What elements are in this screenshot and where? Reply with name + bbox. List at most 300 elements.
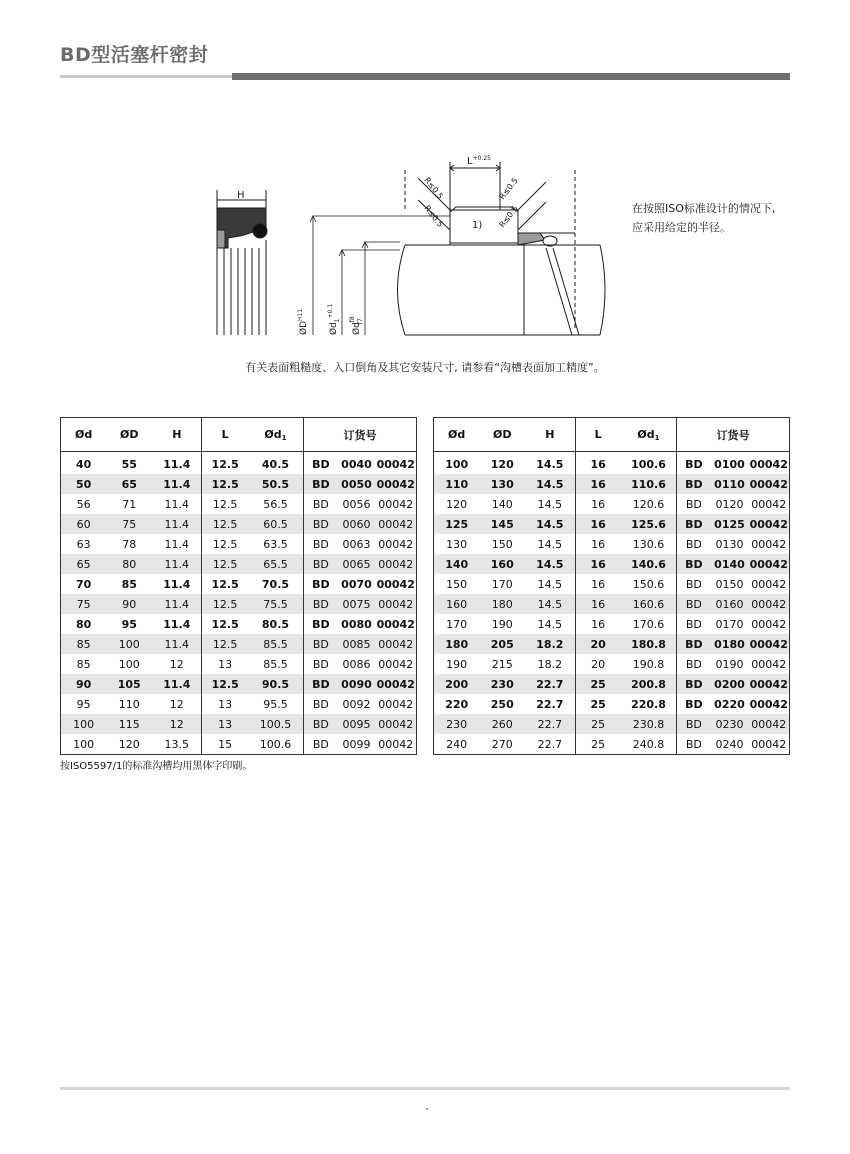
cell-order-prefix: BD xyxy=(677,634,711,654)
table-row xyxy=(61,594,417,614)
cell-outer-d: 270 xyxy=(491,737,513,751)
cell-order-size: 0092 xyxy=(342,697,371,711)
spec-table-right-body xyxy=(434,452,790,755)
cell-d1: 110.6 xyxy=(621,474,677,494)
cell-order-size: 0190 xyxy=(715,657,744,671)
cell-order-prefix: BD xyxy=(677,514,711,534)
cell-order-size: 0100 xyxy=(714,457,745,471)
radius-label-1: R≤0.5 xyxy=(422,175,445,201)
cell-d: 85 xyxy=(76,657,91,671)
cell-order-suffix: 00042 xyxy=(748,714,789,734)
cell-d1: 100.6 xyxy=(259,737,292,751)
cell-d: 160 xyxy=(434,594,480,614)
cell-order-prefix: BD xyxy=(677,614,711,634)
cell-d: 50 xyxy=(61,474,107,494)
cell-order-size: 0110 xyxy=(711,474,749,494)
cell-d: 200 xyxy=(434,674,480,694)
col-header-order: 订货号 xyxy=(304,418,417,452)
table-row xyxy=(434,674,790,694)
cell-outer-d: 95 xyxy=(121,617,137,631)
cell-outer-d: 71 xyxy=(122,497,137,511)
cell-l: 16 xyxy=(575,494,621,514)
cell-order-suffix: 00042 xyxy=(378,537,414,551)
cell-d: 100 xyxy=(445,457,469,471)
cell-l: 25 xyxy=(575,714,621,734)
cell-d: 63 xyxy=(76,537,91,551)
cell-outer-d: 205 xyxy=(479,634,525,654)
cell-d1: 95.5 xyxy=(263,697,288,711)
cell-d: 190 xyxy=(446,657,468,671)
table-row xyxy=(434,634,790,654)
cell-order-prefix: BD xyxy=(677,474,711,494)
cell-outer-d: 170 xyxy=(491,577,513,591)
cell-d: 180 xyxy=(434,634,480,654)
cell-h: 11.4 xyxy=(152,514,202,534)
cell-order-size: 0170 xyxy=(715,617,744,631)
cell-order-prefix: BD xyxy=(304,594,338,614)
cell-d1: 160.6 xyxy=(621,594,677,614)
cell-d: 95 xyxy=(76,697,91,711)
cell-h: 22.7 xyxy=(525,714,575,734)
cell-d: 80 xyxy=(76,617,92,631)
cell-h: 11.4 xyxy=(152,674,202,694)
cell-outer-d: 78 xyxy=(122,537,137,551)
cell-order-size: 0065 xyxy=(338,554,376,574)
cell-h: 11.4 xyxy=(152,554,202,574)
table-row xyxy=(434,614,790,634)
cell-d1: 70.5 xyxy=(261,577,290,591)
cell-order-prefix: BD xyxy=(677,734,711,755)
cell-order-prefix: BD xyxy=(677,534,711,554)
cell-l: 20 xyxy=(575,654,621,674)
seal-section xyxy=(217,190,267,335)
cell-d1: 220.8 xyxy=(631,697,666,711)
cell-order-size: 0085 xyxy=(338,634,376,654)
cell-outer-d: 250 xyxy=(490,697,514,711)
cell-h: 14.5 xyxy=(525,594,575,614)
cell-d1: 240.8 xyxy=(632,737,665,751)
cell-order-prefix: BD xyxy=(304,514,338,534)
dim-d1: $Ød_1^{+0.1}$ xyxy=(327,303,341,335)
table-header-row xyxy=(61,418,417,452)
cell-order-prefix: BD xyxy=(304,452,338,475)
cell-order-prefix: BD xyxy=(304,634,338,654)
radius-label-3: R≤0.5 xyxy=(497,176,520,202)
cell-l: 16 xyxy=(575,594,621,614)
cell-d1: 100.6 xyxy=(631,457,666,471)
table-row xyxy=(61,474,417,494)
cell-order-size: 0095 xyxy=(338,714,376,734)
cell-d: 85 xyxy=(61,634,107,654)
table-row xyxy=(61,714,417,734)
cell-l: 13 xyxy=(202,654,248,674)
cell-order-suffix: 00042 xyxy=(749,457,788,471)
cell-order-prefix: BD xyxy=(677,694,711,714)
cell-l: 16 xyxy=(575,554,621,574)
table-row xyxy=(61,694,417,714)
cell-d1: 130.6 xyxy=(632,537,665,551)
cell-d1: 100.5 xyxy=(248,714,304,734)
cell-d1: 180.8 xyxy=(621,634,677,654)
cell-outer-d: 55 xyxy=(121,457,137,471)
cell-outer-d: 120 xyxy=(490,457,514,471)
page-title: BD型活塞杆密封 xyxy=(60,44,209,66)
cell-d1: 65.5 xyxy=(248,554,304,574)
col-header-d: Ød xyxy=(61,418,107,452)
cell-d1: 85.5 xyxy=(263,657,288,671)
cell-h: 11.4 xyxy=(164,497,190,511)
cell-outer-d: 65 xyxy=(106,474,152,494)
cell-l: 16 xyxy=(575,574,621,594)
cell-order-suffix: 00042 xyxy=(751,657,787,671)
cell-order-prefix: BD xyxy=(304,654,338,674)
cell-d: 40 xyxy=(76,457,92,471)
cell-order-prefix: BD xyxy=(304,614,338,634)
table-row xyxy=(434,734,790,755)
cell-outer-d: 105 xyxy=(106,674,152,694)
cell-l: 16 xyxy=(575,614,621,634)
cell-h: 11.4 xyxy=(152,474,202,494)
cell-l: 12.5 xyxy=(202,554,248,574)
cell-d1: 90.5 xyxy=(248,674,304,694)
cell-order-suffix: 00042 xyxy=(375,514,416,534)
table-row xyxy=(434,494,790,514)
seal-drawing xyxy=(200,150,610,350)
cell-order-suffix: 00042 xyxy=(375,674,416,694)
table-row xyxy=(434,654,790,674)
cell-h: 11.4 xyxy=(164,537,190,551)
col-header-l: L xyxy=(575,418,621,452)
table-row xyxy=(61,674,417,694)
cell-order-size: 0080 xyxy=(341,617,372,631)
table-row xyxy=(61,554,417,574)
cell-d1: 40.5 xyxy=(261,457,290,471)
cell-order-size: 0063 xyxy=(342,537,371,551)
cell-order-suffix: 00042 xyxy=(376,457,415,471)
cell-outer-d: 180 xyxy=(479,594,525,614)
cell-order-prefix: BD xyxy=(304,554,338,574)
dim-l-label: $L^{+0.25}$ xyxy=(467,155,491,167)
dim-d-outer: $ØD^{H11}$ xyxy=(297,308,309,335)
cell-order-prefix: BD xyxy=(677,554,711,574)
col-header-order: 订货号 xyxy=(677,418,790,452)
cell-d1: 170.6 xyxy=(632,617,665,631)
cell-outer-d: 100 xyxy=(106,634,152,654)
cell-order-suffix: 00042 xyxy=(376,617,415,631)
drawing-caption: 有关表面粗糙度、入口倒角及其它安装尺寸, 请参看“沟槽表面加工精度”。 xyxy=(245,361,605,374)
cell-order-size: 0200 xyxy=(711,674,749,694)
radius-label-4: R≤0.5 xyxy=(497,204,520,230)
cell-d: 130 xyxy=(446,537,468,551)
footnote: 按ISO5597/1的标准沟槽均用黑体字印刷。 xyxy=(60,761,253,772)
cell-d1: 120.6 xyxy=(632,497,665,511)
cell-order-size: 0086 xyxy=(342,657,371,671)
table-row xyxy=(434,594,790,614)
col-header-d: Ød xyxy=(434,418,480,452)
table-row xyxy=(61,514,417,534)
cell-d1: 190.8 xyxy=(632,657,665,671)
cell-outer-d: 90 xyxy=(106,594,152,614)
cell-d: 220 xyxy=(445,697,469,711)
cell-d: 90 xyxy=(61,674,107,694)
cell-l: 20 xyxy=(575,634,621,654)
cell-order-suffix: 00042 xyxy=(378,737,414,751)
cell-order-suffix: 00042 xyxy=(748,554,789,574)
cell-d: 75 xyxy=(61,594,107,614)
cell-order-suffix: 00042 xyxy=(375,594,416,614)
cell-l: 13 xyxy=(202,694,248,714)
cell-order-prefix: BD xyxy=(677,714,711,734)
cell-h: 18.2 xyxy=(525,634,575,654)
cell-order-size: 0140 xyxy=(711,554,749,574)
cell-outer-d: 115 xyxy=(106,714,152,734)
cell-h: 12 xyxy=(152,714,202,734)
cell-order-prefix: BD xyxy=(304,674,338,694)
cell-d1: 140.6 xyxy=(621,554,677,574)
cell-order-size: 0070 xyxy=(341,577,372,591)
cell-order-prefix: BD xyxy=(677,494,711,514)
title-rule-light xyxy=(60,75,232,78)
cell-outer-d: 100 xyxy=(118,657,140,671)
cell-order-size: 0240 xyxy=(715,737,744,751)
cell-h: 11.4 xyxy=(152,634,202,654)
cell-order-suffix: 00042 xyxy=(751,737,787,751)
cell-l: 13 xyxy=(202,714,248,734)
cell-l: 12.5 xyxy=(202,474,248,494)
cell-order-prefix: BD xyxy=(304,474,338,494)
cell-d1: 200.8 xyxy=(621,674,677,694)
cell-d1: 50.5 xyxy=(248,474,304,494)
dim-d-rod: $Ød^{f8}f7$ xyxy=(349,316,364,335)
cell-order-suffix: 00042 xyxy=(376,577,415,591)
cell-outer-d: 85 xyxy=(121,577,137,591)
cell-order-suffix: 00042 xyxy=(378,497,414,511)
cell-outer-d: 110 xyxy=(118,697,140,711)
cell-h: 18.2 xyxy=(537,657,563,671)
cell-d: 56 xyxy=(76,497,91,511)
table-row xyxy=(61,734,417,755)
cell-order-prefix: BD xyxy=(677,674,711,694)
cell-order-prefix: BD xyxy=(677,452,711,475)
cell-order-suffix: 00042 xyxy=(751,617,787,631)
table-row xyxy=(434,452,790,475)
cell-outer-d: 130 xyxy=(479,474,525,494)
cell-order-prefix: BD xyxy=(304,734,338,755)
cell-l: 25 xyxy=(575,734,621,755)
table-row xyxy=(434,474,790,494)
cell-order-prefix: BD xyxy=(304,574,338,594)
cell-d1: 63.5 xyxy=(263,537,288,551)
page-mark xyxy=(426,1108,428,1110)
cell-d: 110 xyxy=(434,474,480,494)
cell-order-size: 0180 xyxy=(711,634,749,654)
cell-l: 12.5 xyxy=(202,594,248,614)
table-row xyxy=(434,714,790,734)
cell-outer-d: 190 xyxy=(491,617,513,631)
cell-h: 13.5 xyxy=(164,737,190,751)
cell-order-suffix: 00042 xyxy=(378,697,414,711)
cell-h: 14.5 xyxy=(525,514,575,534)
cell-order-suffix: 00042 xyxy=(751,537,787,551)
cell-d: 70 xyxy=(76,577,92,591)
cell-l: 12.5 xyxy=(202,634,248,654)
cell-order-size: 0040 xyxy=(341,457,372,471)
title-rule-dark xyxy=(232,73,790,80)
cell-order-prefix: BD xyxy=(677,594,711,614)
radius-note xyxy=(632,199,802,237)
cell-h: 12 xyxy=(169,657,184,671)
cell-h: 22.7 xyxy=(536,697,564,711)
cell-outer-d: 150 xyxy=(491,537,513,551)
cell-l: 15 xyxy=(202,734,248,755)
cell-d: 100 xyxy=(73,737,95,751)
cell-l: 12.5 xyxy=(202,674,248,694)
spec-table-left xyxy=(60,417,417,755)
cell-outer-d: 140 xyxy=(491,497,513,511)
cell-order-prefix: BD xyxy=(304,694,338,714)
cell-d1: 230.8 xyxy=(621,714,677,734)
cell-order-suffix: 00042 xyxy=(375,714,416,734)
cell-order-suffix: 00042 xyxy=(751,577,787,591)
table-header-row xyxy=(434,418,790,452)
table-row xyxy=(434,514,790,534)
table-row xyxy=(61,654,417,674)
cell-order-prefix: BD xyxy=(677,574,711,594)
spec-table-left-body xyxy=(61,452,417,755)
cell-outer-d: 120 xyxy=(118,737,140,751)
cell-l: 16 xyxy=(575,452,621,475)
cell-d: 140 xyxy=(434,554,480,574)
cell-order-suffix: 00042 xyxy=(375,474,416,494)
cell-order-suffix: 00042 xyxy=(375,634,416,654)
cell-outer-d: 75 xyxy=(106,514,152,534)
cell-h: 14.5 xyxy=(525,554,575,574)
callout-label: 1) xyxy=(472,220,483,231)
cell-outer-d: 80 xyxy=(106,554,152,574)
cell-order-prefix: BD xyxy=(677,654,711,674)
cell-outer-d: 230 xyxy=(479,674,525,694)
cell-d: 170 xyxy=(446,617,468,631)
table-row xyxy=(61,634,417,654)
cell-order-size: 0125 xyxy=(711,514,749,534)
cell-order-prefix: BD xyxy=(304,494,338,514)
cell-order-size: 0050 xyxy=(338,474,376,494)
cell-order-prefix: BD xyxy=(304,534,338,554)
col-header-h: H xyxy=(152,418,202,452)
cell-l: 12.5 xyxy=(202,574,248,594)
cell-outer-d: 260 xyxy=(479,714,525,734)
cell-h: 14.5 xyxy=(537,537,563,551)
col-header-d1: $Ød_1$ xyxy=(621,418,677,452)
cell-h: 11.4 xyxy=(163,457,191,471)
radius-note-line-1: 在按照ISO标准设计的情况下, xyxy=(632,202,776,215)
col-header-h: H xyxy=(525,418,575,452)
col-header-outer-d: ØD xyxy=(479,418,525,452)
cell-d1: 125.6 xyxy=(621,514,677,534)
cell-d: 230 xyxy=(434,714,480,734)
cell-l: 12.5 xyxy=(202,614,248,634)
cell-outer-d: 215 xyxy=(491,657,513,671)
cell-order-size: 0130 xyxy=(715,537,744,551)
cell-l: 12.5 xyxy=(202,514,248,534)
cell-order-size: 0230 xyxy=(711,714,749,734)
cell-order-size: 0160 xyxy=(711,594,749,614)
cell-l: 12.5 xyxy=(202,494,248,514)
cell-order-size: 0220 xyxy=(714,697,745,711)
cell-d1: 85.5 xyxy=(248,634,304,654)
col-header-l: L xyxy=(202,418,248,452)
cell-order-suffix: 00042 xyxy=(748,594,789,614)
cell-h: 14.5 xyxy=(537,577,563,591)
cell-h: 12 xyxy=(169,697,184,711)
cell-l: 12.5 xyxy=(202,534,248,554)
cell-l: 16 xyxy=(575,534,621,554)
cell-order-size: 0075 xyxy=(338,594,376,614)
table-row xyxy=(434,694,790,714)
table-row xyxy=(61,452,417,475)
cell-h: 11.4 xyxy=(152,594,202,614)
cell-l: 16 xyxy=(575,514,621,534)
table-row xyxy=(61,574,417,594)
cell-d: 150 xyxy=(446,577,468,591)
spec-table-right xyxy=(433,417,790,755)
cell-h: 22.7 xyxy=(537,737,563,751)
table-row xyxy=(434,574,790,594)
cell-d1: 56.5 xyxy=(263,497,288,511)
table-row xyxy=(61,494,417,514)
cell-h: 14.5 xyxy=(537,497,563,511)
cell-l: 25 xyxy=(575,694,621,714)
cell-h: 14.5 xyxy=(537,617,563,631)
table-row xyxy=(434,534,790,554)
cell-l: 16 xyxy=(575,474,621,494)
cell-order-size: 0099 xyxy=(342,737,371,751)
cell-order-size: 0090 xyxy=(338,674,376,694)
cell-d: 120 xyxy=(446,497,468,511)
footer-rule xyxy=(60,1087,790,1090)
cell-d1: 80.5 xyxy=(261,617,290,631)
cell-order-suffix: 00042 xyxy=(751,497,787,511)
cell-outer-d: 160 xyxy=(479,554,525,574)
cell-outer-d: 145 xyxy=(479,514,525,534)
cell-order-prefix: BD xyxy=(304,714,338,734)
cell-order-suffix: 00042 xyxy=(749,697,788,711)
cell-l: 25 xyxy=(575,674,621,694)
cell-order-size: 0120 xyxy=(715,497,744,511)
cell-d1: 60.5 xyxy=(248,514,304,534)
cell-order-suffix: 00042 xyxy=(748,634,789,654)
cell-h: 22.7 xyxy=(525,674,575,694)
cell-order-size: 0056 xyxy=(342,497,371,511)
cell-d: 65 xyxy=(61,554,107,574)
cell-d: 240 xyxy=(446,737,468,751)
cell-h: 11.4 xyxy=(163,617,191,631)
cell-d1: 150.6 xyxy=(632,577,665,591)
cell-order-suffix: 00042 xyxy=(748,674,789,694)
cell-h: 14.5 xyxy=(525,474,575,494)
radius-note-line-2: 应采用给定的半径。 xyxy=(632,221,731,234)
cell-d: 100 xyxy=(61,714,107,734)
table-row xyxy=(61,614,417,634)
cell-d: 125 xyxy=(434,514,480,534)
col-header-d1: $Ød_1$ xyxy=(248,418,304,452)
cell-order-suffix: 00042 xyxy=(378,657,414,671)
cell-order-size: 0150 xyxy=(715,577,744,591)
cell-order-suffix: 00042 xyxy=(748,514,789,534)
cell-l: 12.5 xyxy=(202,452,248,475)
cell-order-suffix: 00042 xyxy=(748,474,789,494)
col-header-outer-d: ØD xyxy=(106,418,152,452)
